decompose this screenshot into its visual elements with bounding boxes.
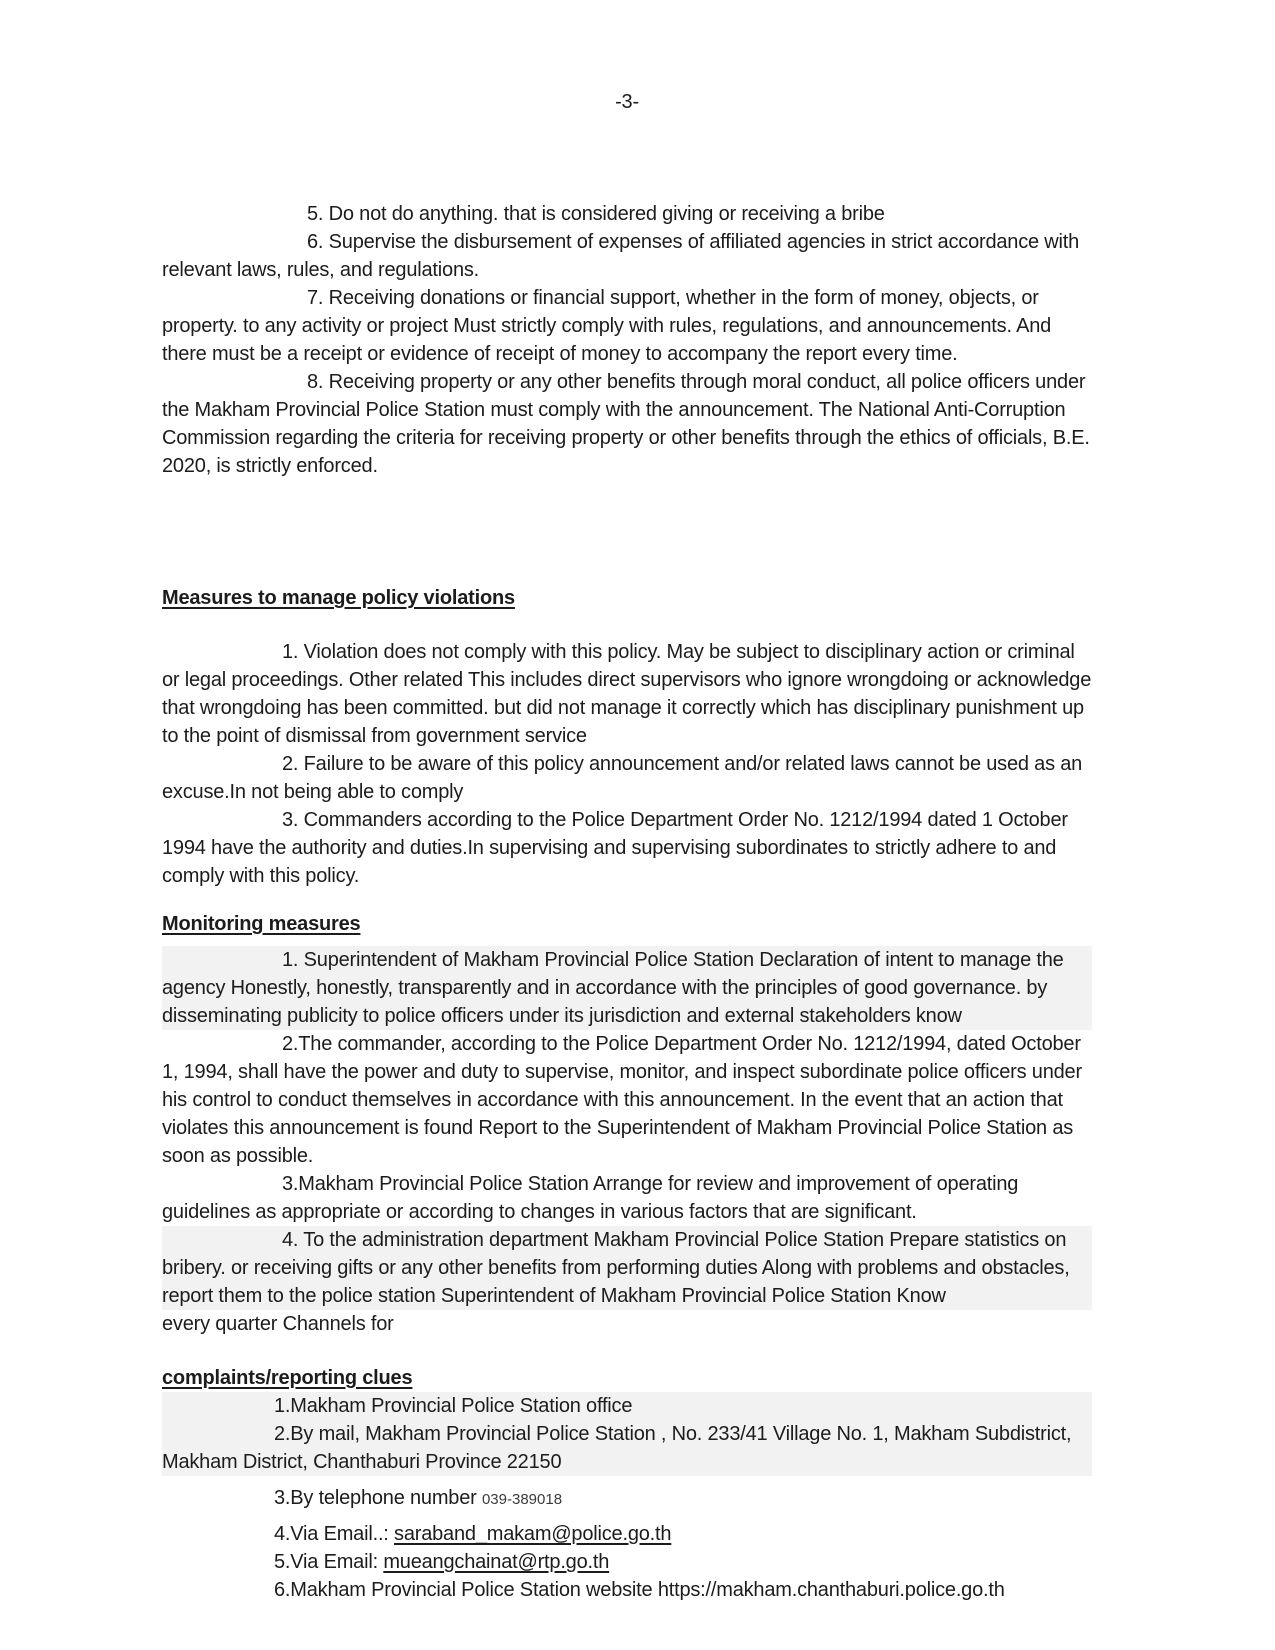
complaints-item-6 — [162, 1576, 1092, 1604]
email-1-link[interactable]: saraband_makam@police.go.th — [394, 1523, 672, 1545]
email-1-label: 4.Via Email..: — [274, 1523, 389, 1545]
violations-paragraph-2: 2. Failure to be aware of this policy announcement and/or related laws cannot be used as an excuse.In not being able to comply — [162, 753, 1083, 803]
page-number: -3- — [615, 91, 639, 113]
monitoring-paragraph-2: 2.The commander, according to the Police Department Order No. 1212/1994, dated October 1, 1994, shall have the power and duty to supervise, monitor, and inspect subordinate police officers under his control to conduct themselves in accordance with this announcement. In the event that an action that violates this announcement is found Report to the Superintendent of Makham Provincial Police Station as soon as possible. — [162, 1033, 1082, 1167]
email-2-label: 5.Via Email: — [274, 1551, 378, 1573]
complaints-item-3 — [162, 1484, 1092, 1514]
monitoring-paragraph-3: 3.Makham Provincial Police Station Arrange for review and improvement of operating guidelines as appropriate or according to changes in various factors that are significant. — [162, 1173, 1019, 1223]
top-paragraphs — [162, 200, 1092, 480]
complaints-item-2: 2.By mail, Makham Provincial Police Station , No. 233/41 Village No. 1, Makham Subdistrict, Makham District, Chanthaburi Province 22150 — [162, 1423, 1072, 1473]
monitoring-paragraph-1-highlighted: 1. Superintendent of Makham Provincial Police Station Declaration of intent to manage the agency Honestly, honestly, transparently and in accordance with the principles of good governance. by disseminating publicity to police officers under its jurisdiction and external stakeholders know — [162, 946, 1092, 1030]
violations-paragraph-1: 1. Violation does not comply with this policy. May be subject to disciplinary action or criminal or legal proceedings. Other related This includes direct supervisors who ignore wrongdoing or acknowledge that wrongdoing has been committed. but did not manage it correctly which has disciplinary punishment up to the point of dismissal from government service — [162, 641, 1092, 747]
complaints-item-5 — [162, 1548, 1092, 1576]
monitoring-paragraphs — [162, 946, 1092, 1338]
paragraph-8: 8. Receiving property or any other benefits through moral conduct, all police officers under the Makham Provincial Police Station must comply with the announcement. The National Anti-Corruption Commission regarding the criteria for receiving property or other benefits through the ethics of officials, B.E. 2020, is strictly enforced. — [162, 371, 1090, 477]
violations-section-heading: Measures to manage policy violations — [162, 587, 515, 609]
complaints-section-heading: complaints/reporting clues — [162, 1367, 413, 1389]
website-url: https://makham.chanthaburi.police.go.th — [657, 1579, 1005, 1601]
complaints-highlight-block — [162, 1392, 1092, 1476]
paragraph-7: 7. Receiving donations or financial support, whether in the form of money, objects, or property. to any activity or project Must strictly comply with rules, regulations, and announcements. And there must be a receipt or evidence of receipt of money to accompany the report every time. — [162, 287, 1052, 365]
paragraph-6: 6. Supervise the disbursement of expenses of affiliated agencies in strict accordance with relevant laws, rules, and regulations. — [162, 231, 1080, 281]
telephone-number: 039-389018 — [481, 1491, 563, 1508]
violations-paragraph-3: 3. Commanders according to the Police Department Order No. 1212/1994 dated 1 October 1994 have the authority and duties.In supervising and supervising subordinates to strictly adhere to and comply with this policy. — [162, 809, 1068, 887]
telephone-label: 3.By telephone number — [274, 1487, 477, 1509]
complaints-list — [162, 1392, 1092, 1604]
email-2-link[interactable]: mueangchainat@rtp.go.th — [383, 1551, 610, 1573]
paragraph-5: 5. Do not do anything. that is considered giving or receiving a bribe — [307, 203, 885, 225]
complaints-item-1: 1.Makham Provincial Police Station office — [274, 1395, 633, 1417]
complaints-item-4 — [162, 1520, 1092, 1548]
monitoring-paragraph-4-continuation: every quarter Channels for — [162, 1313, 394, 1335]
monitoring-paragraph-4-highlighted: 4. To the administration department Makham Provincial Police Station Prepare statistics on bribery. or receiving gifts or any other benefits from performing duties Along with problems and obstacles, report them to the police station Superintendent of Makham Provincial Police Station Know — [162, 1226, 1092, 1310]
violations-paragraphs — [162, 638, 1092, 890]
monitoring-section-heading: Monitoring measures — [162, 913, 361, 935]
website-label: 6.Makham Provincial Police Station website — [274, 1579, 653, 1601]
